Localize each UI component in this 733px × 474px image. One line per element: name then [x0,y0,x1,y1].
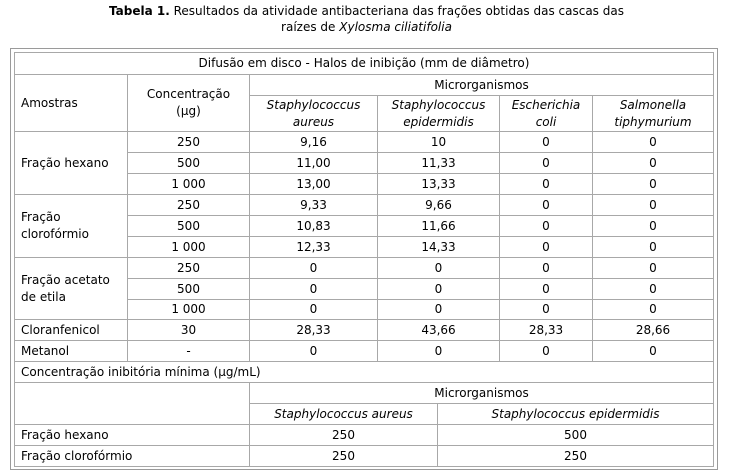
value-cell: 13,00 [249,173,378,195]
value-cell: 0 [592,299,714,320]
sample-group-name: Fração hexano [14,131,128,195]
caption-line-1 [0,3,733,19]
value-cell: 0 [499,194,593,216]
value-cell: 0 [592,236,714,258]
value-cell: 10 [377,131,500,153]
value-cell: 0 [592,152,714,174]
value-cell: 11,00 [249,152,378,174]
value-cell: 0 [499,278,593,300]
value-cell: 0 [249,340,378,362]
organism-header: Salmonella tiphymurium [592,95,714,132]
mic-value-cell: 500 [437,424,714,446]
mic-value-cell: 250 [437,445,714,467]
organism-header: Staphylococcus epidermidis [377,95,500,132]
value-cell: 28,33 [499,319,593,341]
value-cell: 0 [499,340,593,362]
value-cell: 0 [499,299,593,320]
value-cell: 11,66 [377,215,500,237]
concentration-cell: 1 000 [127,173,250,195]
value-cell: 0 [499,173,593,195]
organism-header: Staphylococcus aureus [249,95,378,132]
control-name: Cloranfenicol [14,319,128,341]
value-cell: 0 [499,236,593,258]
value-cell: 9,16 [249,131,378,153]
concentration-cell: 500 [127,215,250,237]
value-cell: 0 [592,257,714,279]
value-cell: 0 [377,340,500,362]
organism-header: Escherichia coli [499,95,593,132]
value-cell: 14,33 [377,236,500,258]
concentration-cell: 250 [127,194,250,216]
mic-value-cell: 250 [249,445,438,467]
value-cell: 0 [377,299,500,320]
value-cell: 0 [592,215,714,237]
value-cell: 11,33 [377,152,500,174]
concentration-cell: 250 [127,257,250,279]
mic-header-empty [14,382,250,425]
concentration-cell: 500 [127,152,250,174]
concentration-cell: 250 [127,131,250,153]
concentration-cell: 30 [127,319,250,341]
value-cell: 28,66 [592,319,714,341]
sample-group-name: Fração acetato de etila [14,257,128,320]
caption-text: Resultados da atividade antibacteriana das frações obtidas das cascas das [173,4,624,18]
value-cell: 0 [499,152,593,174]
value-cell: 0 [249,257,378,279]
table-caption [0,3,733,35]
concentration-cell: 500 [127,278,250,300]
control-name: Metanol [14,340,128,362]
header-concentration: Concentração (µg) [127,74,250,132]
value-cell: 0 [249,278,378,300]
value-cell: 0 [499,215,593,237]
value-cell: 43,66 [377,319,500,341]
caption-line-2 [0,19,733,35]
header-samples: Amostras [14,74,128,132]
mic-section-title: Concentração inibitória mínima (µg/mL) [14,361,714,383]
value-cell: 0 [499,131,593,153]
value-cell: 9,66 [377,194,500,216]
value-cell: 0 [377,278,500,300]
concentration-cell: 1 000 [127,236,250,258]
value-cell: 0 [592,278,714,300]
mic-value-cell: 250 [249,424,438,446]
value-cell: 12,33 [249,236,378,258]
value-cell: 0 [499,257,593,279]
value-cell: 0 [592,340,714,362]
value-cell: 0 [377,257,500,279]
caption-label: Tabela 1. [109,4,170,18]
mic-sample-name: Fração clorofórmio [14,445,250,467]
disc-section-title: Difusão em disco - Halos de inibição (mm de diâmetro) [14,52,714,75]
sample-group-name: Fração clorofórmio [14,194,128,258]
mic-sample-name: Fração hexano [14,424,250,446]
mic-organism-header: Staphylococcus epidermidis [437,403,714,425]
caption-species: Xylosma ciliatifolia [339,20,452,34]
value-cell: 0 [592,173,714,195]
header-microorganisms: Microrganismos [249,74,714,96]
concentration-cell: 1 000 [127,299,250,320]
mic-header-microorganisms: Microrganismos [249,382,714,404]
caption-prefix: raízes de [281,20,336,34]
value-cell: 9,33 [249,194,378,216]
value-cell: 0 [249,299,378,320]
value-cell: 0 [592,194,714,216]
value-cell: 13,33 [377,173,500,195]
value-cell: 28,33 [249,319,378,341]
concentration-cell: - [127,340,250,362]
mic-organism-header: Staphylococcus aureus [249,403,438,425]
value-cell: 10,83 [249,215,378,237]
value-cell: 0 [592,131,714,153]
